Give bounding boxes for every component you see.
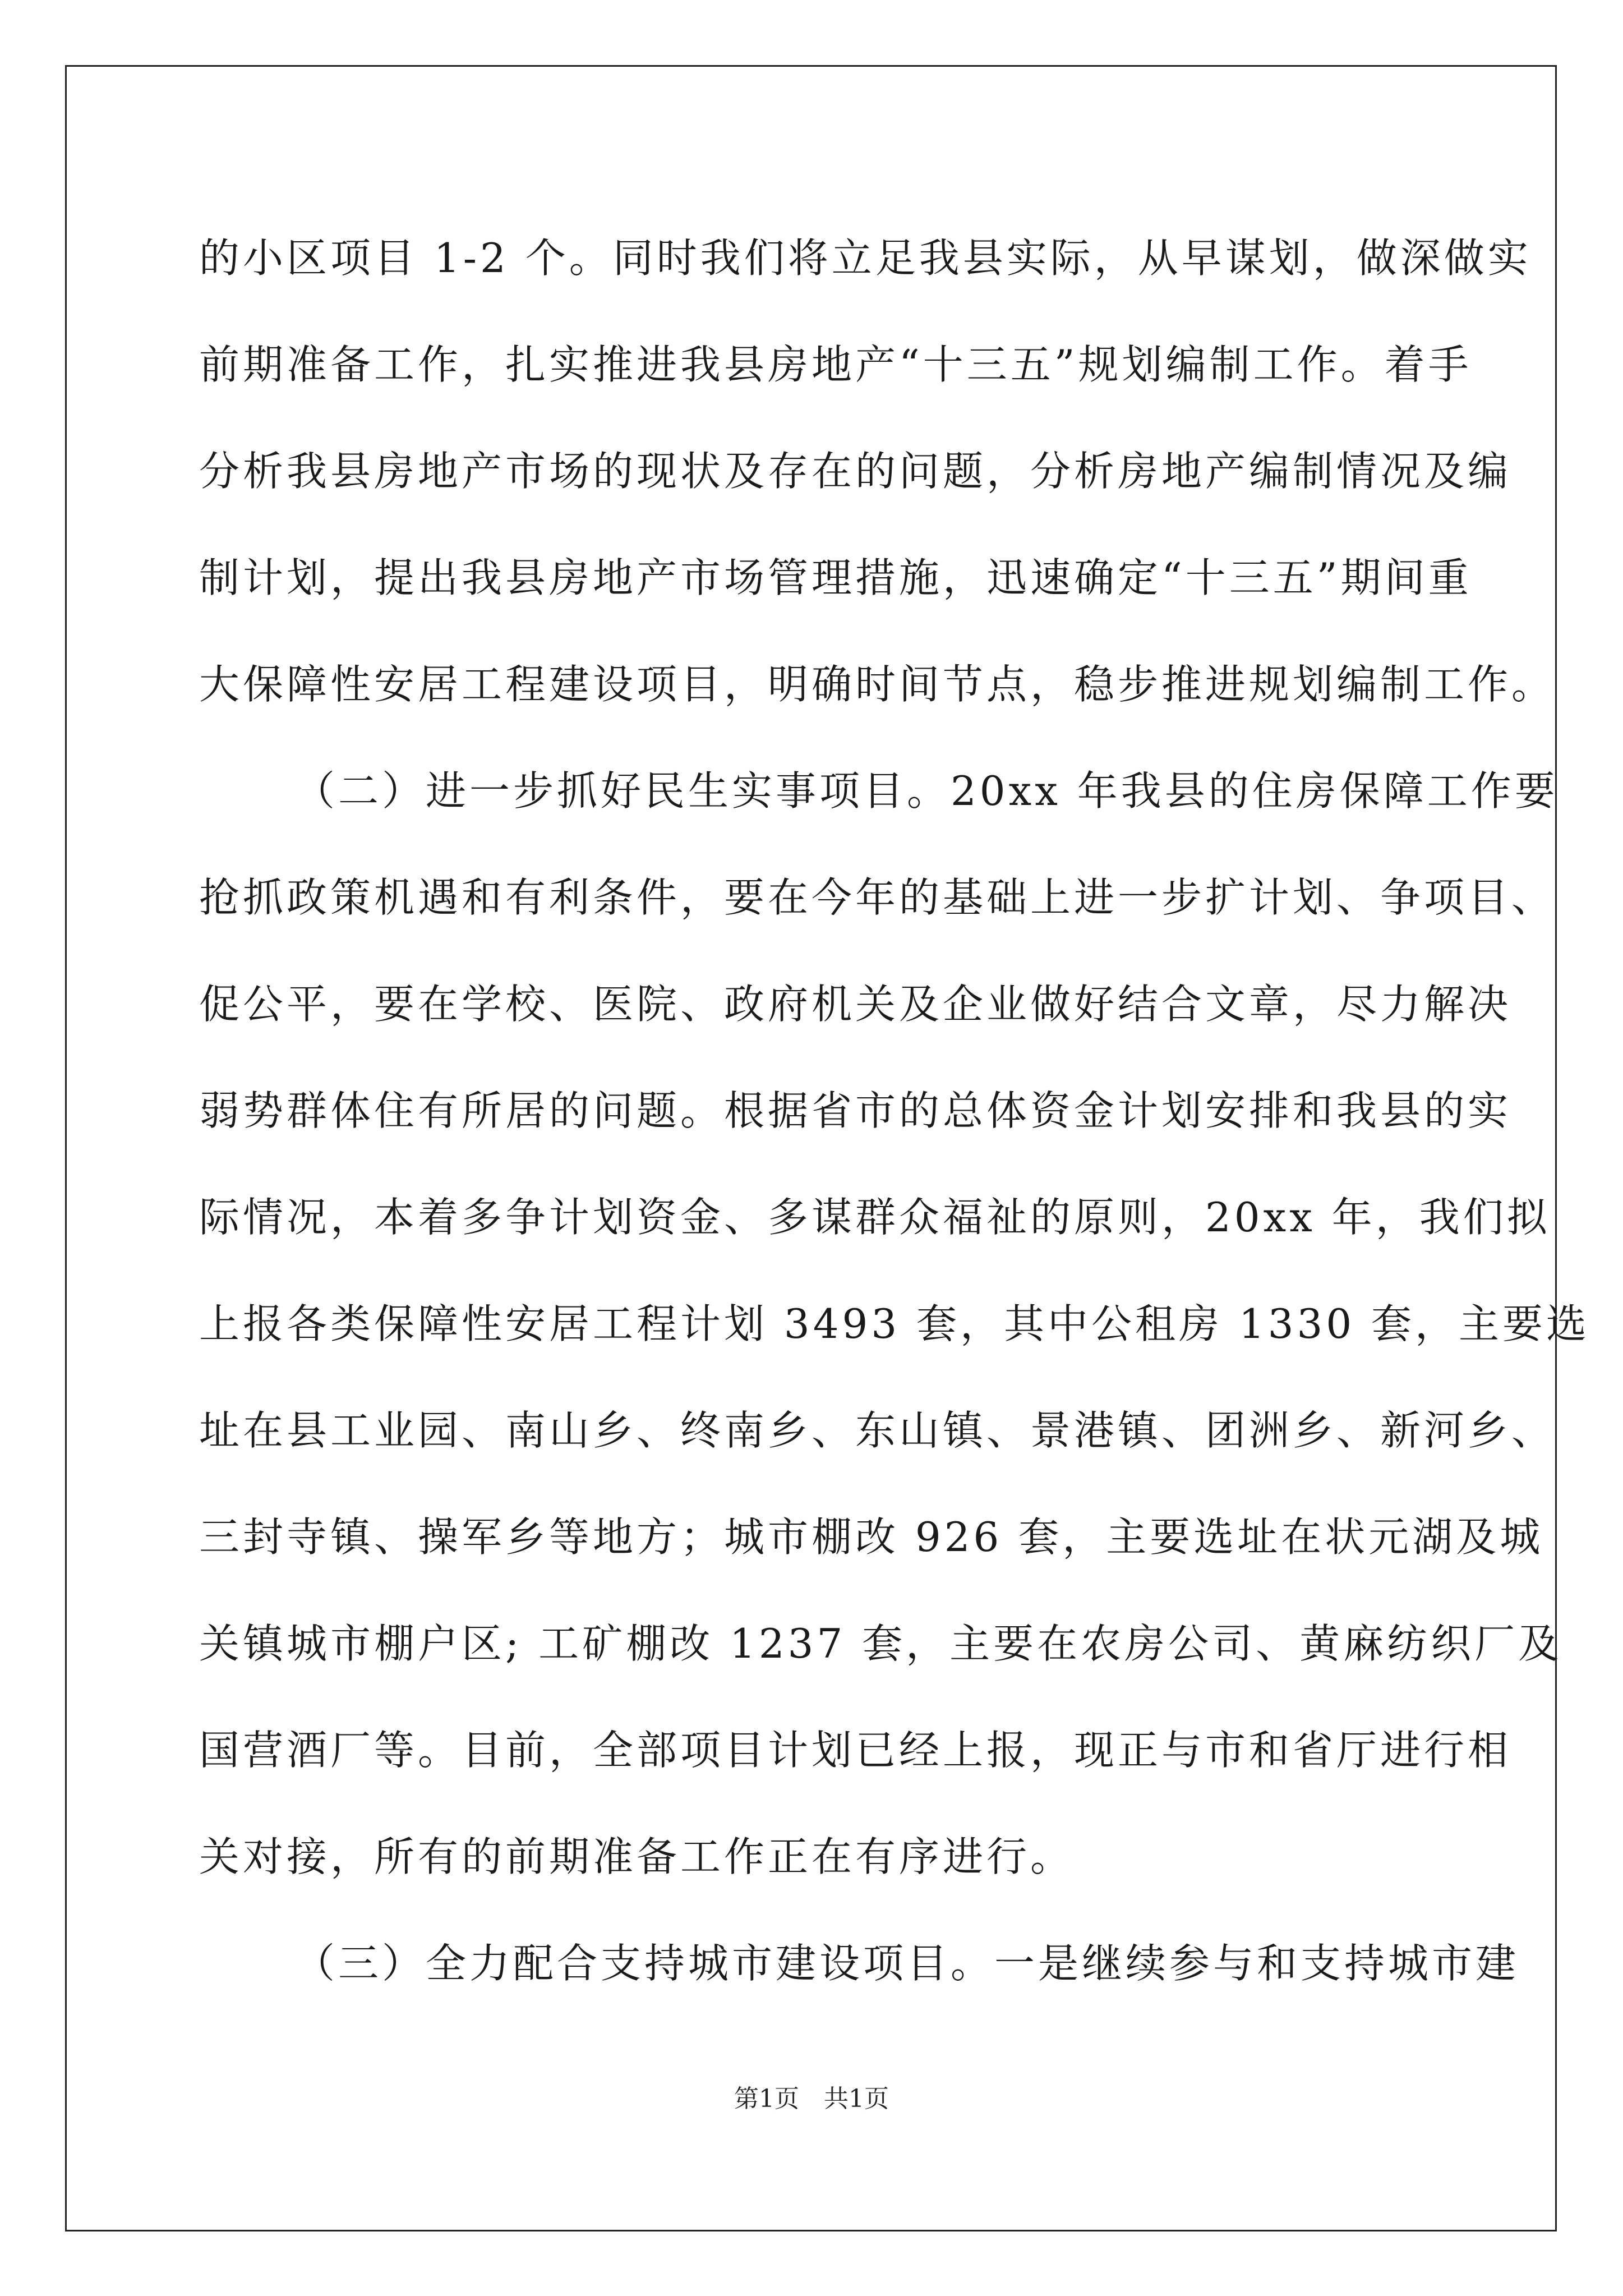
paragraph-start-line: （三）全力配合支持城市建设项目。一是继续参与和支持城市建: [294, 1940, 1520, 1987]
text-line: 弱势群体住有所居的问题。根据省市的总体资金计划安排和我县的实: [199, 1087, 1512, 1134]
text-line: 关镇城市棚户区; 工矿棚改 1237 套，主要在农房公司、黄麻纺织厂及: [199, 1620, 1562, 1667]
text-line: 大保障性安居工程建设项目，明确时间节点，稳步推进规划编制工作。: [199, 661, 1556, 708]
page-number: 第1页 共1页: [734, 2085, 889, 2113]
text-line: 上报各类保障性安居工程计划 3493 套，其中公租房 1330 套，主要选: [199, 1300, 1590, 1347]
text-line: 分析我县房地产市场的现状及存在的问题，分析房地产编制情况及编: [199, 448, 1512, 495]
text-line: 关对接，所有的前期准备工作正在有序进行。: [199, 1833, 1075, 1880]
text-line: 际情况，本着多争计划资金、多谋群众福祉的原则，20xx 年，我们拟: [199, 1194, 1551, 1241]
text-line: 国营酒厂等。目前，全部项目计划已经上报，现正与市和省厅进行相: [199, 1727, 1512, 1774]
paragraph-start-line: （二）进一步抓好民生实事项目。20xx 年我县的住房保障工作要: [294, 767, 1559, 815]
text-line: 的小区项目 1-2 个。同时我们将立足我县实际，从早谋划，做深做实: [199, 234, 1532, 282]
text-line: 前期准备工作，扎实推进我县房地产“十三五”规划编制工作。着手: [199, 341, 1472, 388]
text-line: 抢抓政策机遇和有利条件，要在今年的基础上进一步扩计划、争项目、: [199, 874, 1556, 921]
text-line: 三封寺镇、操军乡等地方；城市棚改 926 套，主要选址在状元湖及城: [199, 1513, 1544, 1561]
text-line: 制计划，提出我县房地产市场管理措施，迅速确定“十三五”期间重: [199, 554, 1472, 601]
text-line: 促公平，要在学校、医院、政府机关及企业做好结合文章，尽力解决: [199, 981, 1512, 1028]
text-line: 址在县工业园、南山乡、终南乡、东山镇、景港镇、团洲乡、新河乡、: [199, 1407, 1556, 1454]
document-body: [199, 205, 1590, 2017]
